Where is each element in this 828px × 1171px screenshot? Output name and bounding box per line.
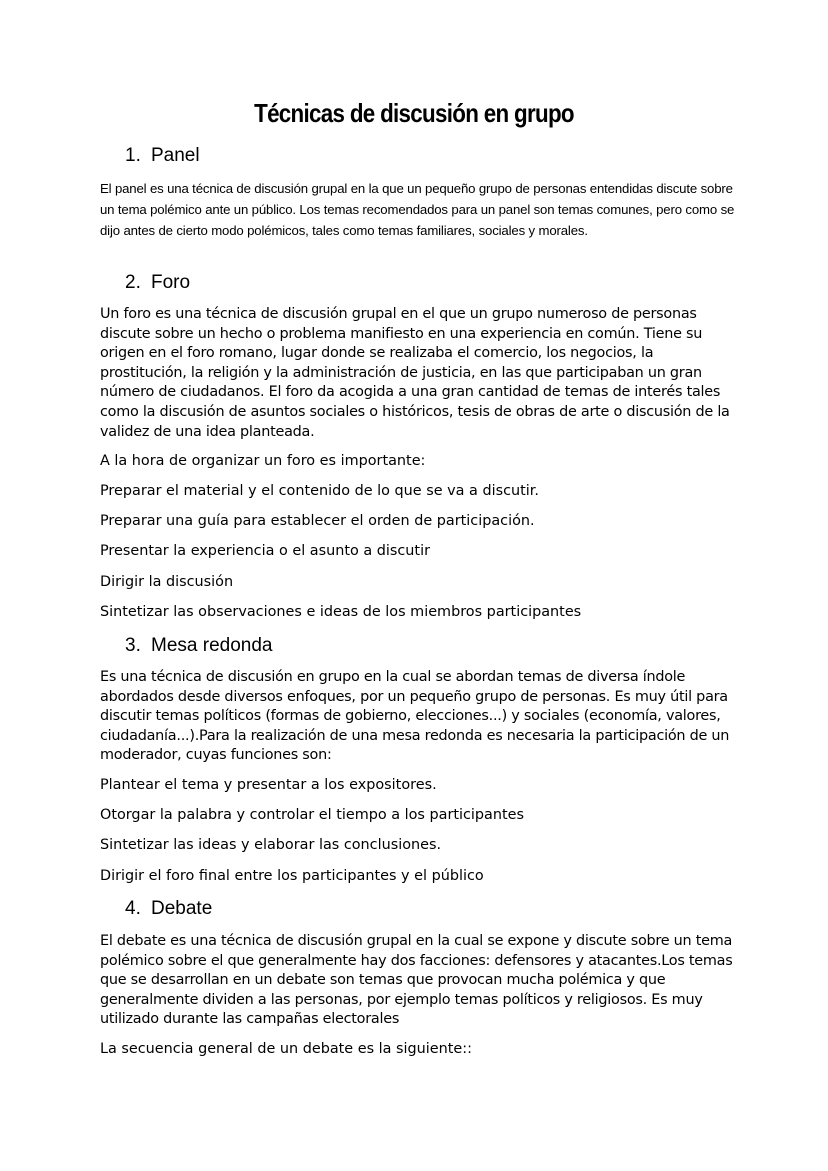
paragraph-text: El debate es una técnica de discusión grupal en la cual se expone y discute sobre un tema polémico sobre el que generalmente hay dos facciones: defensores y atacantes.Los temas que se desarrollan en un debate son temas que provocan mucha polémica y que generalmente dividen a las personas, por ejemplo temas políticos y religiosos. Es muy utilizado durante las campañas electorales (100, 933, 733, 1028)
section-heading-debate (125, 898, 212, 920)
paragraph-text: Un foro es una técnica de discusión grupal en el que un grupo numeroso de personas discute sobre un hecho o problema manifiesto en una experiencia en común. Tiene su origen en el foro romano, lugar donde se realizaba el comercio, los negocios, la prostitución, la religión y la administración de justicia, en las que participaban un gran número de ciudadanos. El foro da acogida a una gran cantidad de temas de interés tales como la discusión de asuntos sociales o históricos, tesis de obras de arte o discusión de la validez de una idea planteada. (100, 306, 730, 440)
foro-paragraph (100, 305, 740, 442)
section-title: Panel (151, 145, 200, 166)
foro-list-item: Preparar el material y el contenido de lo que se va a discutir. (100, 483, 539, 499)
foro-intro: A la hora de organizar un foro es importante: (100, 453, 426, 469)
mesa-list-item: Dirigir el foro final entre los participantes y el público (100, 868, 484, 884)
debate-paragraph (100, 932, 740, 1030)
section-number: 4. (125, 898, 141, 919)
section-number: 1. (125, 145, 141, 166)
mesa-list-item: Otorgar la palabra y controlar el tiempo a los participantes (100, 807, 524, 823)
debate-outro: La secuencia general de un debate es la siguiente:: (100, 1041, 472, 1057)
section-heading-mesa-redonda (125, 635, 272, 657)
mesa-redonda-paragraph (100, 668, 740, 766)
paragraph-text: El panel es una técnica de discusión grupal en la que un pequeño grupo de personas entendidas discute sobre un tema polémico ante un público. Los temas recomendados para un panel son temas comunes, pero como se dijo antes de cierto modo polémicos, tales como temas familiares, sociales y morales. (100, 181, 735, 238)
foro-list-item: Sintetizar las observaciones e ideas de los miembros participantes (100, 604, 582, 620)
foro-list-item: Preparar una guía para establecer el orden de participación. (100, 513, 535, 529)
section-title: Mesa redonda (151, 635, 273, 656)
section-number: 3. (125, 635, 141, 656)
mesa-list-item: Plantear el tema y presentar a los expositores. (100, 777, 437, 793)
section-heading-panel (125, 145, 200, 167)
section-heading-foro (125, 272, 190, 294)
panel-paragraph (100, 178, 740, 241)
foro-list-item: Dirigir la discusión (100, 574, 234, 590)
section-title: Debate (151, 898, 213, 919)
section-title: Foro (151, 272, 191, 293)
paragraph-text: Es una técnica de discusión en grupo en la cual se abordan temas de diversa índole abordados desde diversos enfoques, por un pequeño grupo de personas. Es muy útil para discutir temas políticos (formas de gobierno, elecciones...) y sociales (economía, valores, ciudadanía...).Para la realización de una mesa redonda es necesaria la participación de un moderador, cuyas funciones son: (100, 669, 730, 764)
mesa-list-item: Sintetizar las ideas y elaborar las conclusiones. (100, 837, 442, 853)
document-title: Técnicas de discusión en grupo (254, 98, 574, 128)
foro-list-item: Presentar la experiencia o el asunto a discutir (100, 543, 430, 559)
section-number: 2. (125, 272, 141, 293)
